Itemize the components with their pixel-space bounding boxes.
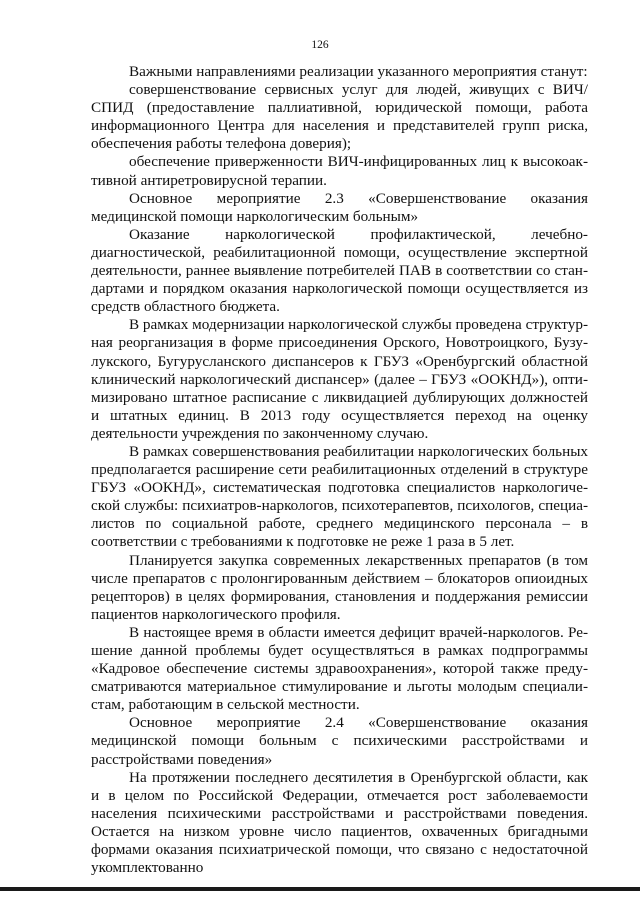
paragraph-hiv-therapy: обеспечение приверженности ВИЧ-инфицированных лиц к высокоактивной антиретровирусной терапии. bbox=[91, 153, 588, 189]
paragraph-measure-2-4-title: Основное мероприятие 2.4 «Совершенствование оказания медицинской помощи больным с психическими расстройствами и расстройствами поведения» bbox=[91, 714, 588, 768]
paragraph-doctor-shortage: В настоящее время в области имеется дефицит врачей-наркологов. Решение данной проблемы будет осуществляться в рамках подпрограммы «Кадровое обеспечение системы здравоохранения», которой также предусматриваются материальное стимулирование и льготы молодым специалистам, работающим в сельской местности. bbox=[91, 623, 588, 714]
paragraph-drug-procurement: Планируется закупка современных лекарственных препаратов (в том числе препаратов с пролонгированным действием – блокаторов опиоидных рецепторов) в целях формирования, становления и поддержания ремиссии пациентов наркологического профиля. bbox=[91, 551, 588, 623]
paragraph-directions-intro: Важными направлениями реализации указанного мероприятия станут: bbox=[129, 63, 588, 80]
page-number: 126 bbox=[311, 39, 329, 51]
paragraph-mental-health: На протяжении последнего десятилетия в Оренбургской области, как и в целом по Российской Федерации, отмечается рост заболеваемости населения психическими расстройствами и расстройствами поведения. Остается на низком уровне число пациентов, охваченных бригадными формами оказания психиатрической помощи, что связано с недостаточной укомплектованно bbox=[91, 768, 588, 877]
bottom-border bbox=[0, 887, 640, 891]
paragraph-narcology-modernization: В рамках модернизации наркологической службы проведена структурная реорганизация в форме присоединения Орского, Новотроицкого, Бузулукского, Бугурусланского диспансеров к ГБУЗ «Оренбургский областной клинический наркологический диспансер» (далее – ГБУЗ «ООКНД»), оптимизировано штатное расписание с ликвидацией дублирующих должностей и штатных единиц. В 2013 году осуществляется переход на оценку деятельности учреждения по законченному случаю. bbox=[91, 316, 588, 442]
paragraph-hiv-services: совершенствование сервисных услуг для людей, живущих с ВИЧ/СПИД (предоставление паллиативной, юридической помощи, работа информационного Центра для населения и представителей групп риска, обеспечения работы телефона доверия); bbox=[91, 81, 588, 153]
paragraph-rehabilitation: В рамках совершенствования реабилитации наркологических больных предполагается расширение сети реабилитационных отделений в структуре ГБУЗ «ООКНД», систематическая подготовка специалистов наркологической службы: психиатров-наркологов, психотерапевтов, психологов, специалистов по социальной работе, среднего медицинского персонала – в соответствии с требованиями к подготовке не реже 1 раза в 5 лет. bbox=[91, 442, 588, 551]
paragraph-measure-2-3-title: Основное мероприятие 2.3 «Совершенствование оказания медицинской помощи наркологическим больным» bbox=[91, 189, 588, 225]
paragraph-narcology-care: Оказание наркологической профилактической, лечебно-диагностической, реабилитационной помощи, осуществление экспертной деятельности, раннее выявление потребителей ПАВ в соответствии со стандартами и порядком оказания наркологической помощи осуществляется из средств областного бюджета. bbox=[91, 225, 588, 316]
document-body bbox=[91, 63, 588, 877]
